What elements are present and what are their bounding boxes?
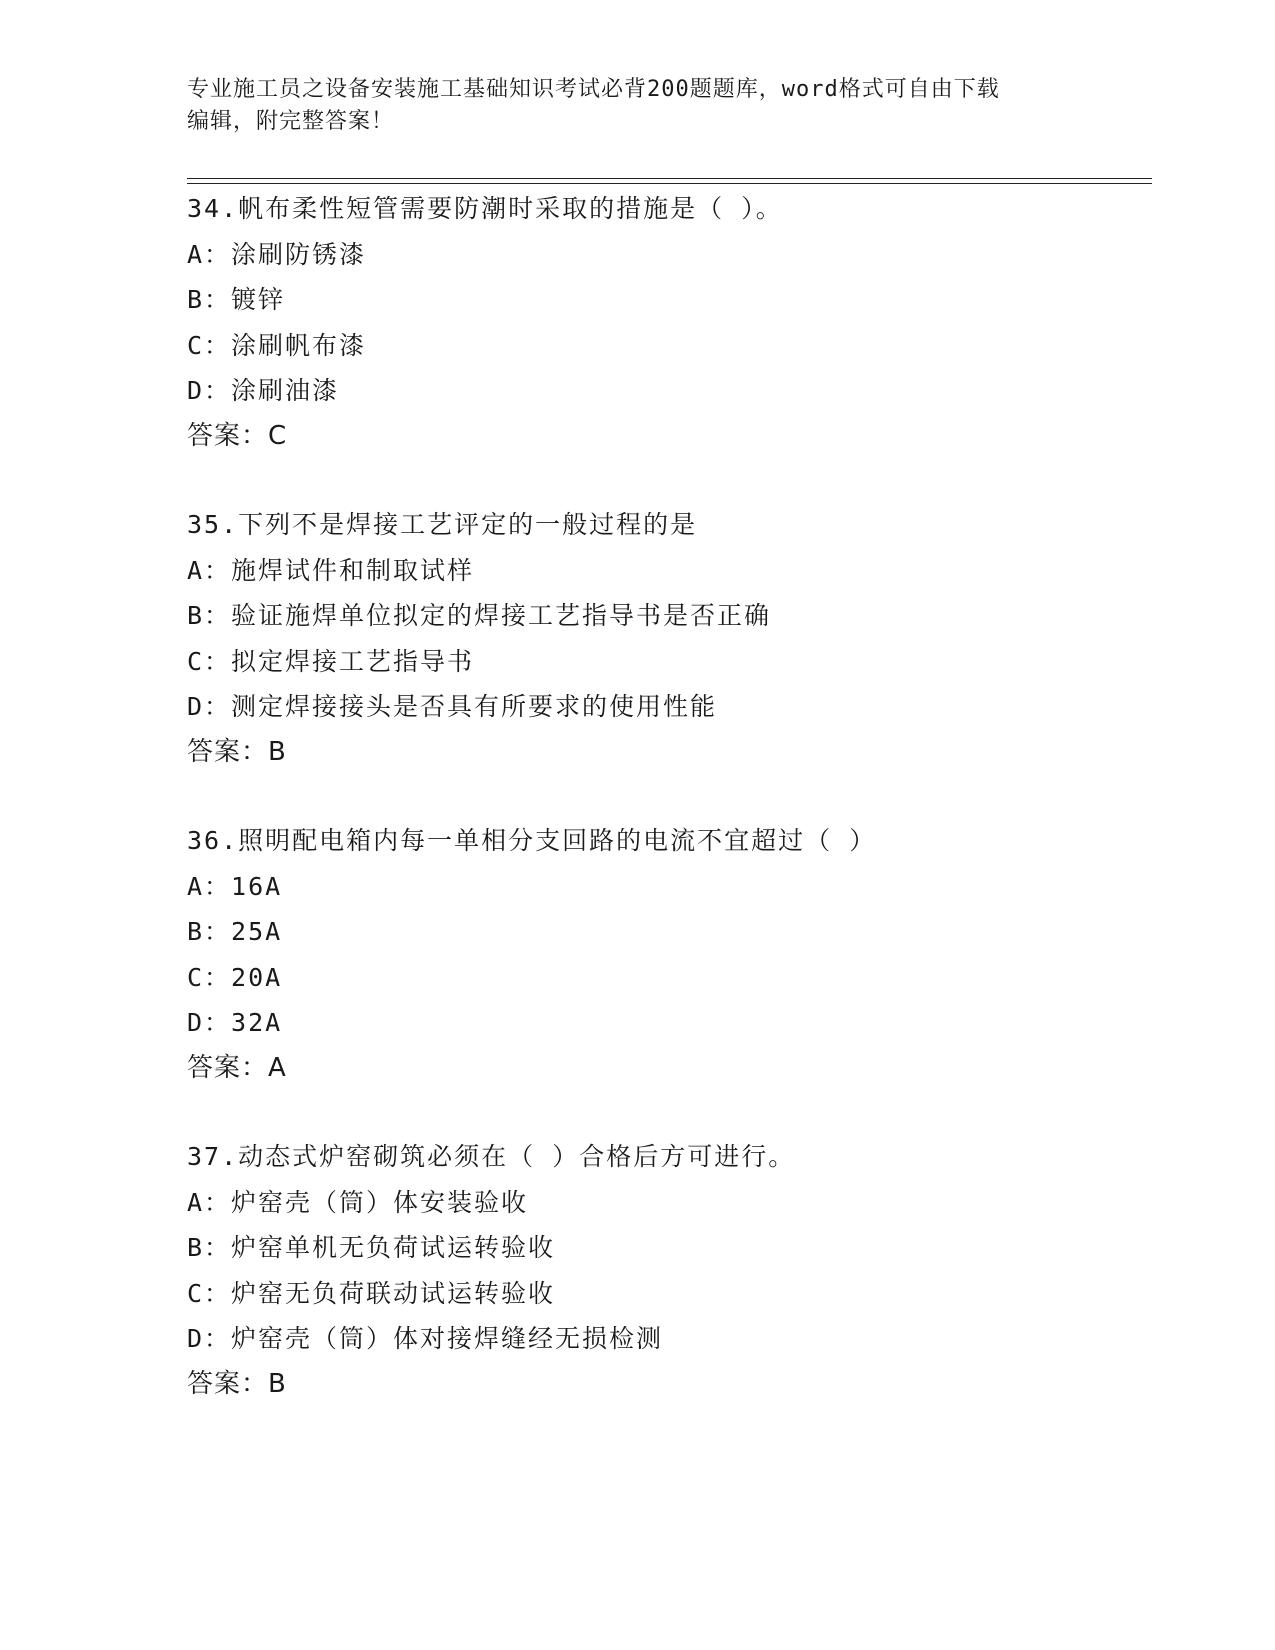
- option-b: B：镀锌: [187, 285, 286, 315]
- header-divider-bottom: [187, 183, 1152, 184]
- answer-line: 答案：B: [187, 736, 287, 767]
- answer-line: 答案：B: [187, 1368, 287, 1399]
- answer-line: 答案：C: [187, 420, 288, 451]
- header-divider-top: [187, 178, 1152, 179]
- option-a: A：炉窑壳（筒）体安装验收: [187, 1187, 529, 1217]
- option-c: C：20A: [187, 962, 283, 992]
- header-line-1: 专业施工员之设备安装施工基础知识考试必背200题题库，word格式可自由下载: [187, 77, 1000, 102]
- option-c: C：涂刷帆布漆: [187, 330, 367, 360]
- option-a: A：16A: [187, 871, 283, 901]
- option-b: B：25A: [187, 917, 283, 947]
- option-a: A：施焊试件和制取试样: [187, 555, 475, 585]
- option-d: D：涂刷油漆: [187, 376, 340, 406]
- question-37: [187, 1134, 1187, 1408]
- option-c: C：炉窑无负荷联动试运转验收: [187, 1278, 556, 1308]
- option-c: C：拟定焊接工艺指导书: [187, 646, 475, 676]
- question-36: [187, 818, 1187, 1092]
- option-a: A：涂刷防锈漆: [187, 239, 367, 269]
- option-d: D：炉窑壳（筒）体对接焊缝经无损检测: [187, 1324, 664, 1354]
- question-stem: 35.下列不是焊接工艺评定的一般过程的是: [187, 510, 698, 539]
- option-d: D：测定焊接接头是否具有所要求的使用性能: [187, 692, 718, 722]
- document-header: [187, 74, 1087, 138]
- question-stem: 37.动态式炉窑砌筑必须在（ ）合格后方可进行。: [187, 1142, 796, 1171]
- option-b: B：验证施焊单位拟定的焊接工艺指导书是否正确: [187, 601, 772, 631]
- answer-line: 答案：A: [187, 1052, 287, 1083]
- header-line-2: 编辑，附完整答案！: [187, 109, 395, 134]
- question-34: [187, 186, 1187, 460]
- option-d: D：32A: [187, 1008, 283, 1038]
- option-b: B：炉窑单机无负荷试运转验收: [187, 1233, 556, 1263]
- question-stem: 36.照明配电箱内每一单相分支回路的电流不宜超过（ ）: [187, 826, 877, 855]
- question-35: [187, 502, 1187, 776]
- question-stem: 34.帆布柔性短管需要防潮时采取的措施是（ ）。: [187, 194, 783, 223]
